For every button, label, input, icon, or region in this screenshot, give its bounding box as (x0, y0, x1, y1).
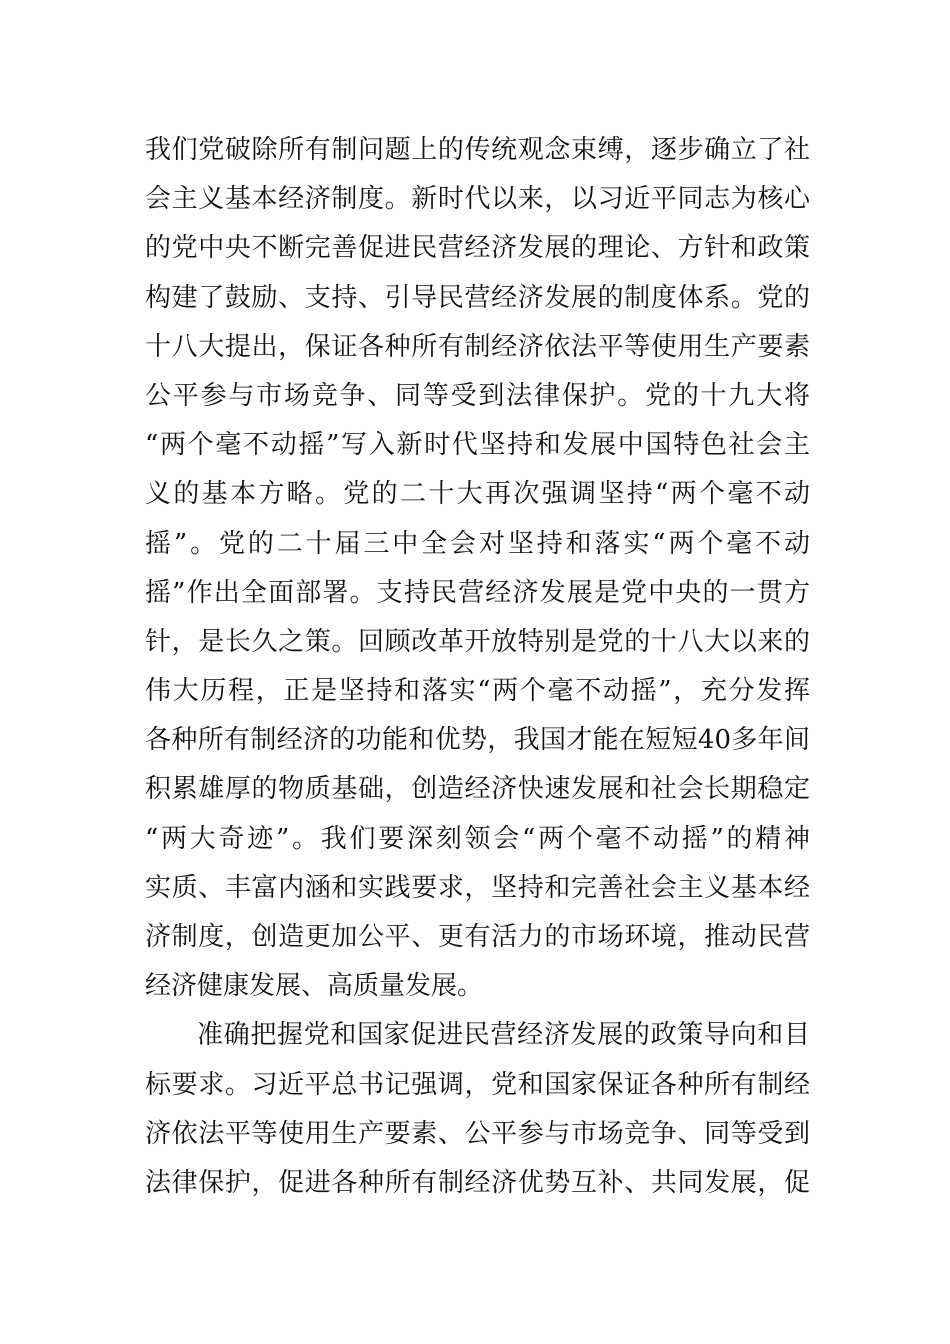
text-line: 法律保护，促进各种所有制经济优势互补、共同发展，促 (145, 1167, 810, 1198)
text-line: 济制度，创造更加公平、更有活力的市场环境，推动民营 (145, 922, 810, 952)
text-line: 实质、丰富内涵和实践要求，坚持和完善社会主义基本经 (145, 872, 810, 903)
text-line: 准确把握党和国家促进民营经济发展的政策导向和目 (197, 1020, 810, 1051)
text-line: 义的基本方略。党的二十大再次强调坚持“两个毫不动 (145, 479, 810, 510)
text-line: 经济健康发展、高质量发展。 (145, 971, 484, 1002)
text-line: “两个毫不动摇”写入新时代坚持和发展中国特色社会主 (145, 430, 810, 461)
text-line: “两大奇迹”。我们要深刻领会“两个毫不动摇”的精神 (145, 823, 810, 854)
text-line: 公平参与市场竞争、同等受到法律保护。党的十九大将 (145, 380, 810, 411)
text-line: 济依法平等使用生产要素、公平参与市场竞争、同等受到 (145, 1118, 810, 1149)
text-line: 会主义基本经济制度。新时代以来，以习近平同志为核心 (145, 184, 810, 215)
text-line: 我们党破除所有制问题上的传统观念束缚，逐步确立了社 (145, 135, 810, 165)
text-line: 标要求。习近平总书记强调，党和国家保证各种所有制经 (145, 1069, 810, 1100)
text-line: 各种所有制经济的功能和优势，我国才能在短短40多年间 (145, 725, 810, 756)
text-line: 构建了鼓励、支持、引导民营经济发展的制度体系。党的 (145, 282, 810, 313)
text-line: 积累雄厚的物质基础，创造经济快速发展和社会长期稳定 (145, 774, 810, 805)
text-line: 十八大提出，保证各种所有制经济依法平等使用生产要素 (145, 331, 810, 362)
body-text (145, 126, 810, 1208)
text-line: 伟大历程，正是坚持和落实“两个毫不动摇”，充分发挥 (145, 676, 810, 707)
text-line: 摇”作出全面部署。支持民营经济发展是党中央的一贯方 (145, 577, 810, 608)
text-line: 的党中央不断完善促进民营经济发展的理论、方针和政策 (145, 233, 810, 264)
text-line: 摇”。党的二十届三中全会对坚持和落实“两个毫不动 (145, 528, 810, 559)
text-line: 针，是长久之策。回顾改革开放特别是党的十八大以来的 (145, 626, 810, 657)
